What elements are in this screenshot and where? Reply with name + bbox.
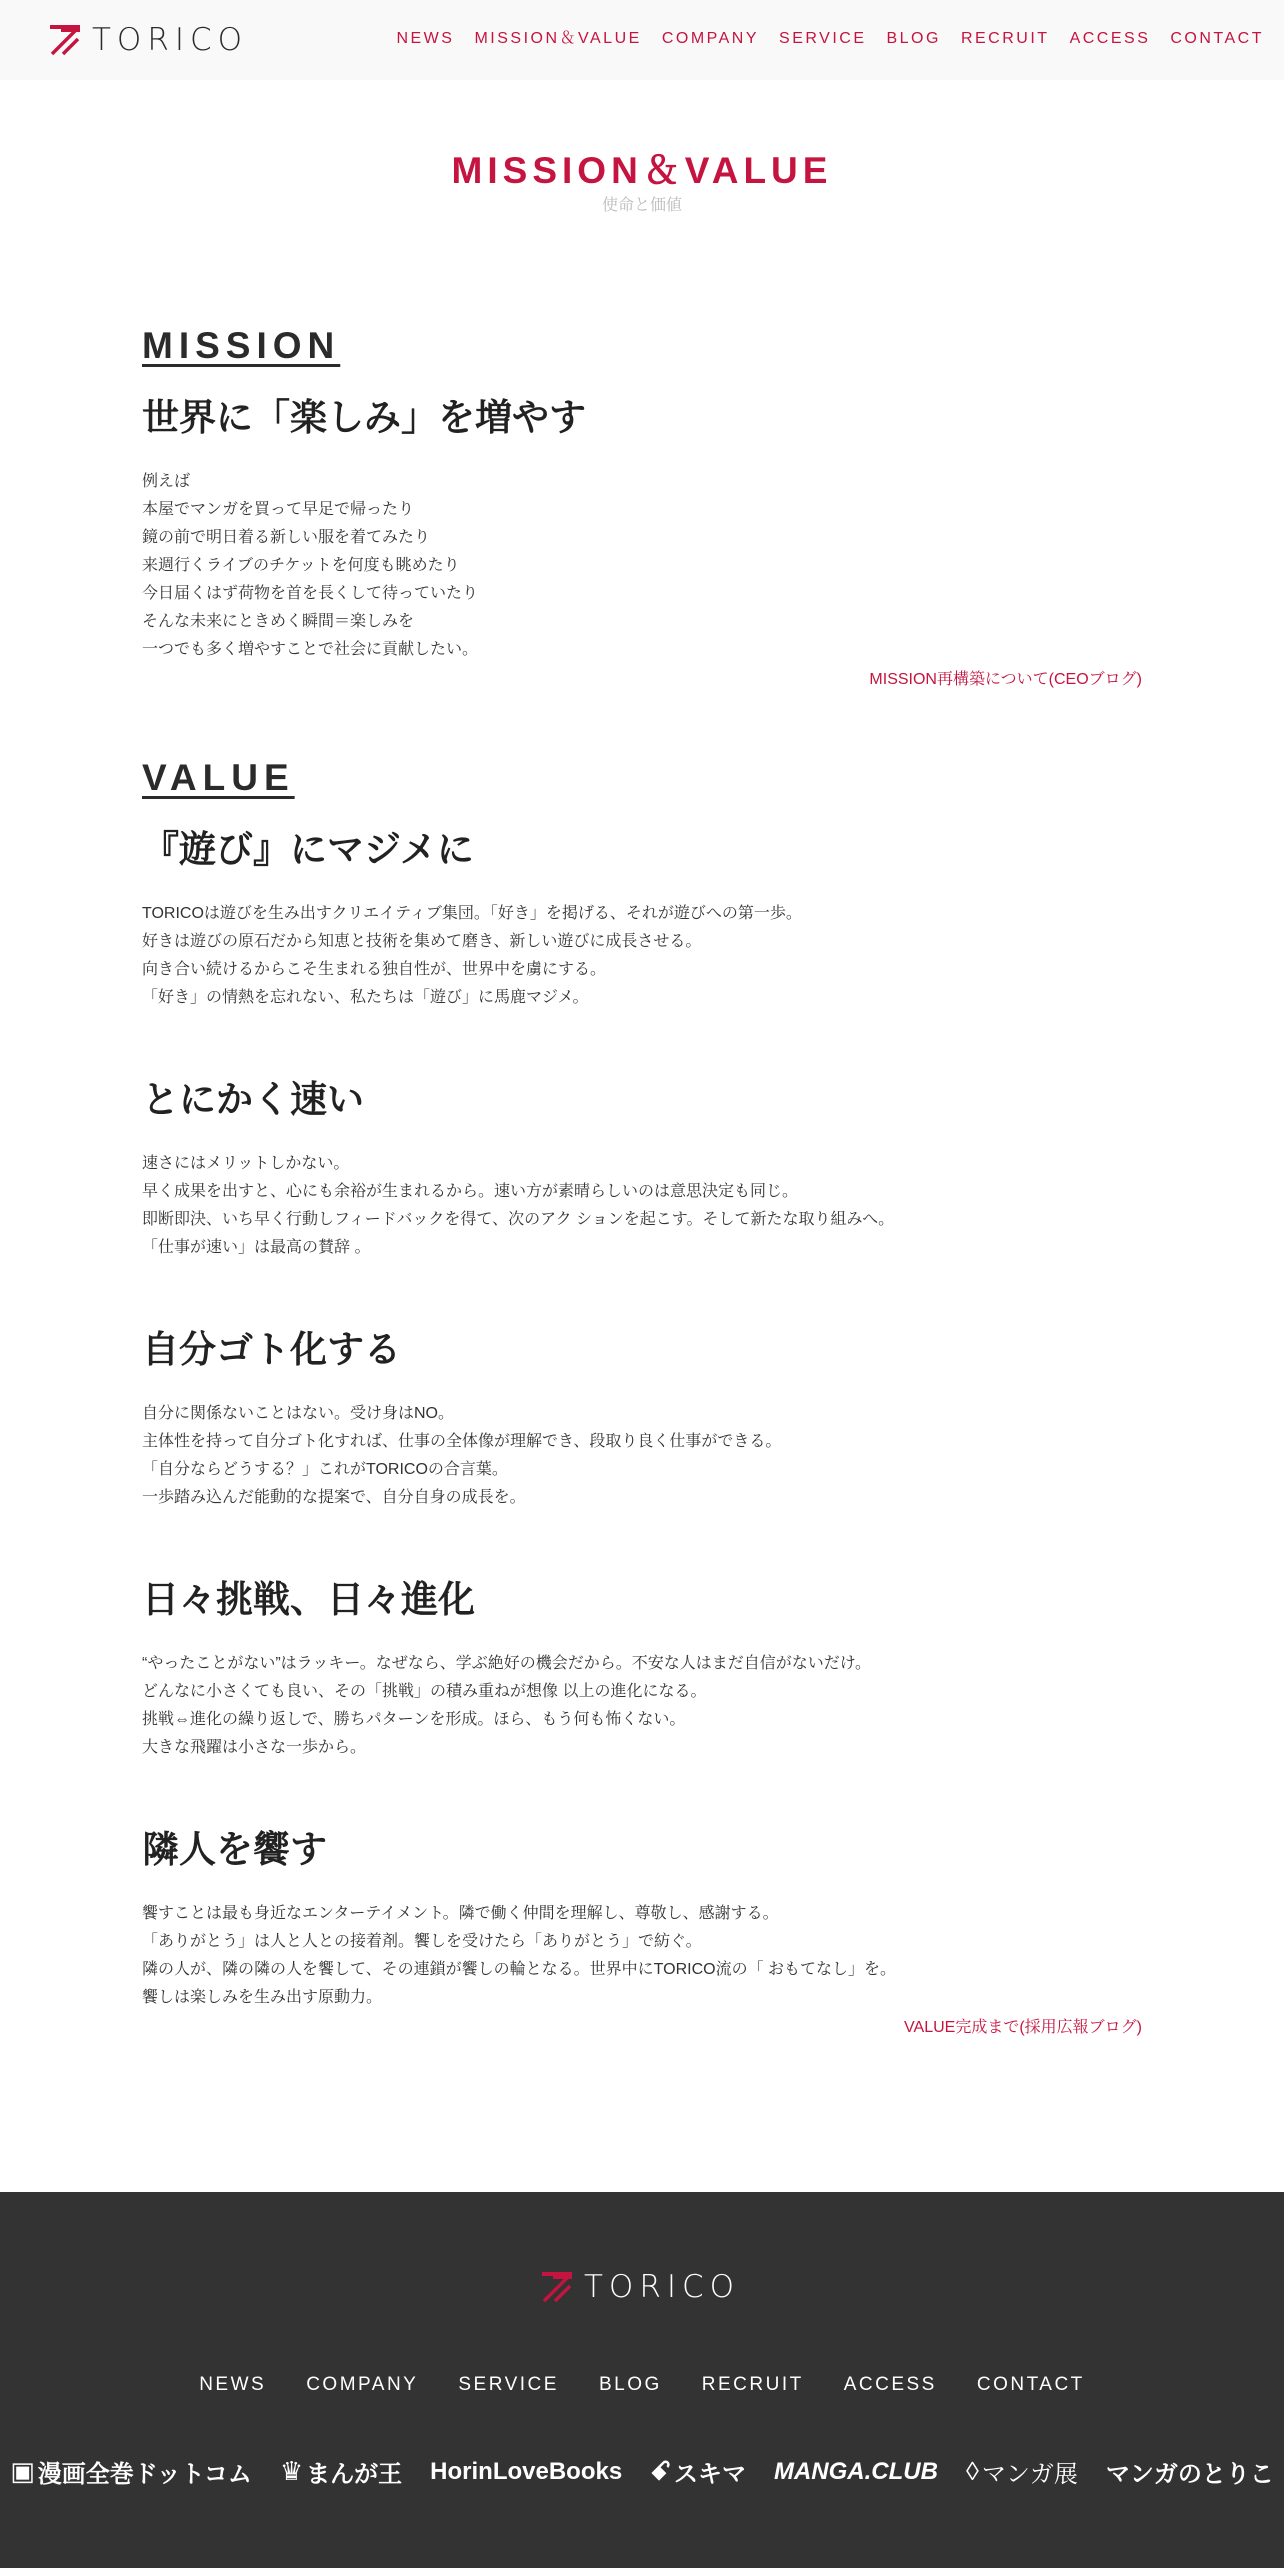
value-line: “やったことがない”はラッキー。なぜなら、学ぶ絶好の機会だから。不安な人はまだ自信がないだけ。	[142, 1655, 872, 1672]
footer-nav	[0, 2372, 1284, 2398]
torico-logo[interactable]	[48, 23, 248, 57]
cat-icon: ꗃ	[650, 2455, 671, 2486]
value-body	[142, 1650, 1142, 1762]
page-subtitle: 使命と価値	[601, 197, 682, 214]
mission-line: 来週行くライブのチケットを何度も眺めたり	[142, 557, 460, 574]
mission-line: 例えば	[142, 473, 191, 490]
site-footer	[0, 2192, 1284, 2568]
value-item	[142, 1324, 1142, 1512]
value-heading: 日々挑戦、日々進化	[142, 1579, 475, 1620]
value-line: 大きな飛躍は小さな一歩から。	[142, 1739, 367, 1756]
main-nav	[376, 28, 1264, 50]
mission-line: 今日届くはず荷物を首を長くして待っていたり	[142, 585, 479, 602]
value-heading: 隣人を饗す	[142, 1829, 327, 1870]
value-line: 自分に関係ないことはない。受け身はNO。	[142, 1405, 455, 1422]
value-blog-link[interactable]: VALUE完成まで(採用広報ブログ)	[904, 2019, 1142, 2036]
mission-line: そんな未来にときめく瞬間＝楽しみを	[142, 613, 415, 630]
value-line: 一歩踏み込んだ能動的な提案で、自分自身の成長を。	[142, 1489, 526, 1506]
mission-label: MISSION	[142, 325, 341, 366]
nav-mission-value[interactable]: MISSION＆VALUE	[474, 30, 642, 47]
value-line: 隣の人が、隣の隣の人を饗して、その連鎖が饗しの輪となる。世界中にTORICO流の「 おもてなし」を。	[142, 1961, 897, 1978]
value-item	[142, 824, 1142, 1012]
value-heading: 自分ゴト化する	[142, 1329, 401, 1370]
value-line: どんなに小さくても良い、その「挑戦」の積み重ねが想像 以上の進化になる。	[142, 1683, 707, 1700]
value-line: 「好き」の情熱を忘れない、私たちは「遊び」に馬鹿マジメ。	[142, 989, 589, 1006]
value-body	[142, 1400, 1142, 1512]
mission-blog-link[interactable]: MISSION再構築について(CEOブログ)	[869, 671, 1142, 688]
page-title: MISSION＆VALUE	[451, 150, 833, 191]
value-line: 饗すことは最も身近なエンターテイメント。隣で働く仲間を理解し、尊敬し、感謝する。	[142, 1905, 779, 1922]
value-heading: 『遊び』にマジメに	[142, 829, 474, 870]
value-body	[142, 1900, 1142, 2012]
mission-body	[142, 468, 1142, 664]
footer-nav-contact[interactable]: CONTACT	[976, 2374, 1085, 2395]
brand-manga-no-toriko[interactable]: マンガのとりこ	[1105, 2461, 1274, 2488]
main-content	[142, 320, 1142, 2040]
torico-logo-mark-icon	[48, 23, 82, 57]
m-book-icon: ▣	[10, 2456, 35, 2486]
nav-service[interactable]: SERVICE	[779, 30, 867, 47]
value-line: 好きは遊びの原石だから知恵と技術を集めて磨き、新しい遊びに成長させる。	[142, 933, 702, 950]
service-brand-logos	[0, 2454, 1284, 2489]
nav-news[interactable]: NEWS	[396, 30, 455, 47]
value-line: TORICOは遊びを生み出すクリエイティブ集団。「好き」を掲げる、それが遊びへの第一歩。	[142, 905, 802, 922]
value-body	[142, 900, 1142, 1012]
nav-recruit[interactable]: RECRUIT	[960, 30, 1050, 47]
brand-manga-ten[interactable]: ◊ マンガ展	[965, 2456, 1078, 2488]
value-label: VALUE	[142, 757, 295, 798]
value-line: 挑戦⇔進化の繰り返しで、勝ちパターンを形成。ほら、もう何も怖くない。	[142, 1711, 686, 1728]
value-line: 速さにはメリットしかない。	[142, 1155, 350, 1172]
mission-line: 鏡の前で明日着る新しい服を着てみたり	[142, 529, 431, 546]
value-item	[142, 1074, 1142, 1262]
footer-nav-news[interactable]: NEWS	[199, 2374, 267, 2395]
brand-horinlovebooks[interactable]: HorinLoveBooks	[430, 2457, 623, 2485]
footer-nav-service[interactable]: SERVICE	[458, 2374, 559, 2395]
value-line: 即断即決、いち早く行動しフィードバックを得て、次のアク ションを起こす。そして新たな取り組みへ。	[142, 1211, 895, 1228]
mission-heading: 世界に「楽しみ」を増やす	[142, 397, 586, 438]
value-section	[142, 752, 1142, 2040]
nav-access[interactable]: ACCESS	[1069, 30, 1151, 47]
brand-manga-zenkan[interactable]: ▣ 漫画全巻ドットコム	[10, 2456, 252, 2488]
nav-company[interactable]: COMPANY	[661, 30, 760, 47]
footer-nav-company[interactable]: COMPANY	[306, 2374, 419, 2395]
footer-nav-blog[interactable]: BLOG	[598, 2374, 662, 2395]
mission-line: 本屋でマンガを買って早足で帰ったり	[142, 501, 415, 518]
value-line: 早く成果を出すと、心にも余裕が生まれるから。速い方が素晴らしいのは意思決定も同じ。	[142, 1183, 799, 1200]
value-heading: とにかく速い	[142, 1079, 364, 1120]
value-line: 主体性を持って自分ゴト化すれば、仕事の全体像が理解でき、段取り良く仕事ができる。	[142, 1433, 782, 1450]
value-line: 饗しは楽しみを生み出す原動力。	[142, 1989, 383, 2006]
footer-torico-logo[interactable]	[540, 2270, 740, 2304]
mission-section	[142, 320, 1142, 692]
value-line: 「自分ならどうする？」これがTORICOの合言葉。	[142, 1461, 508, 1478]
value-line: 「仕事が速い」は最高の賛辞 。	[142, 1239, 371, 1256]
value-body	[142, 1150, 1142, 1262]
crown-icon: ♛	[279, 2456, 304, 2486]
site-header	[0, 0, 1284, 80]
logo-wordmark: TORICO	[92, 22, 249, 58]
value-item	[142, 1574, 1142, 1762]
footer-nav-access[interactable]: ACCESS	[843, 2374, 937, 2395]
torico-logo-mark-icon	[540, 2270, 574, 2304]
nav-contact[interactable]: CONTACT	[1170, 30, 1264, 47]
value-line: 向き合い続けるからこそ生まれる独自性が、世界中を虜にする。	[142, 961, 607, 978]
footer-logo-wordmark: TORICO	[584, 2269, 741, 2305]
brand-mangaoh[interactable]: ♛ まんが王	[279, 2456, 403, 2488]
nav-blog[interactable]: BLOG	[886, 30, 941, 47]
footer-nav-recruit[interactable]: RECRUIT	[701, 2374, 804, 2395]
value-item	[142, 1824, 1142, 2040]
value-line: 「ありがとう」は人と人との接着剤。饗しを受けたら「ありがとう」で紡ぐ。	[142, 1933, 702, 1950]
mission-line: 一つでも多く増やすことで社会に貢献したい。	[142, 641, 479, 658]
brand-manga-club[interactable]: MANGA.CLUB	[773, 2457, 938, 2485]
diamond-pen-icon: ◊	[965, 2456, 979, 2486]
brand-sukima[interactable]: ꗃ スキマ	[650, 2455, 746, 2488]
